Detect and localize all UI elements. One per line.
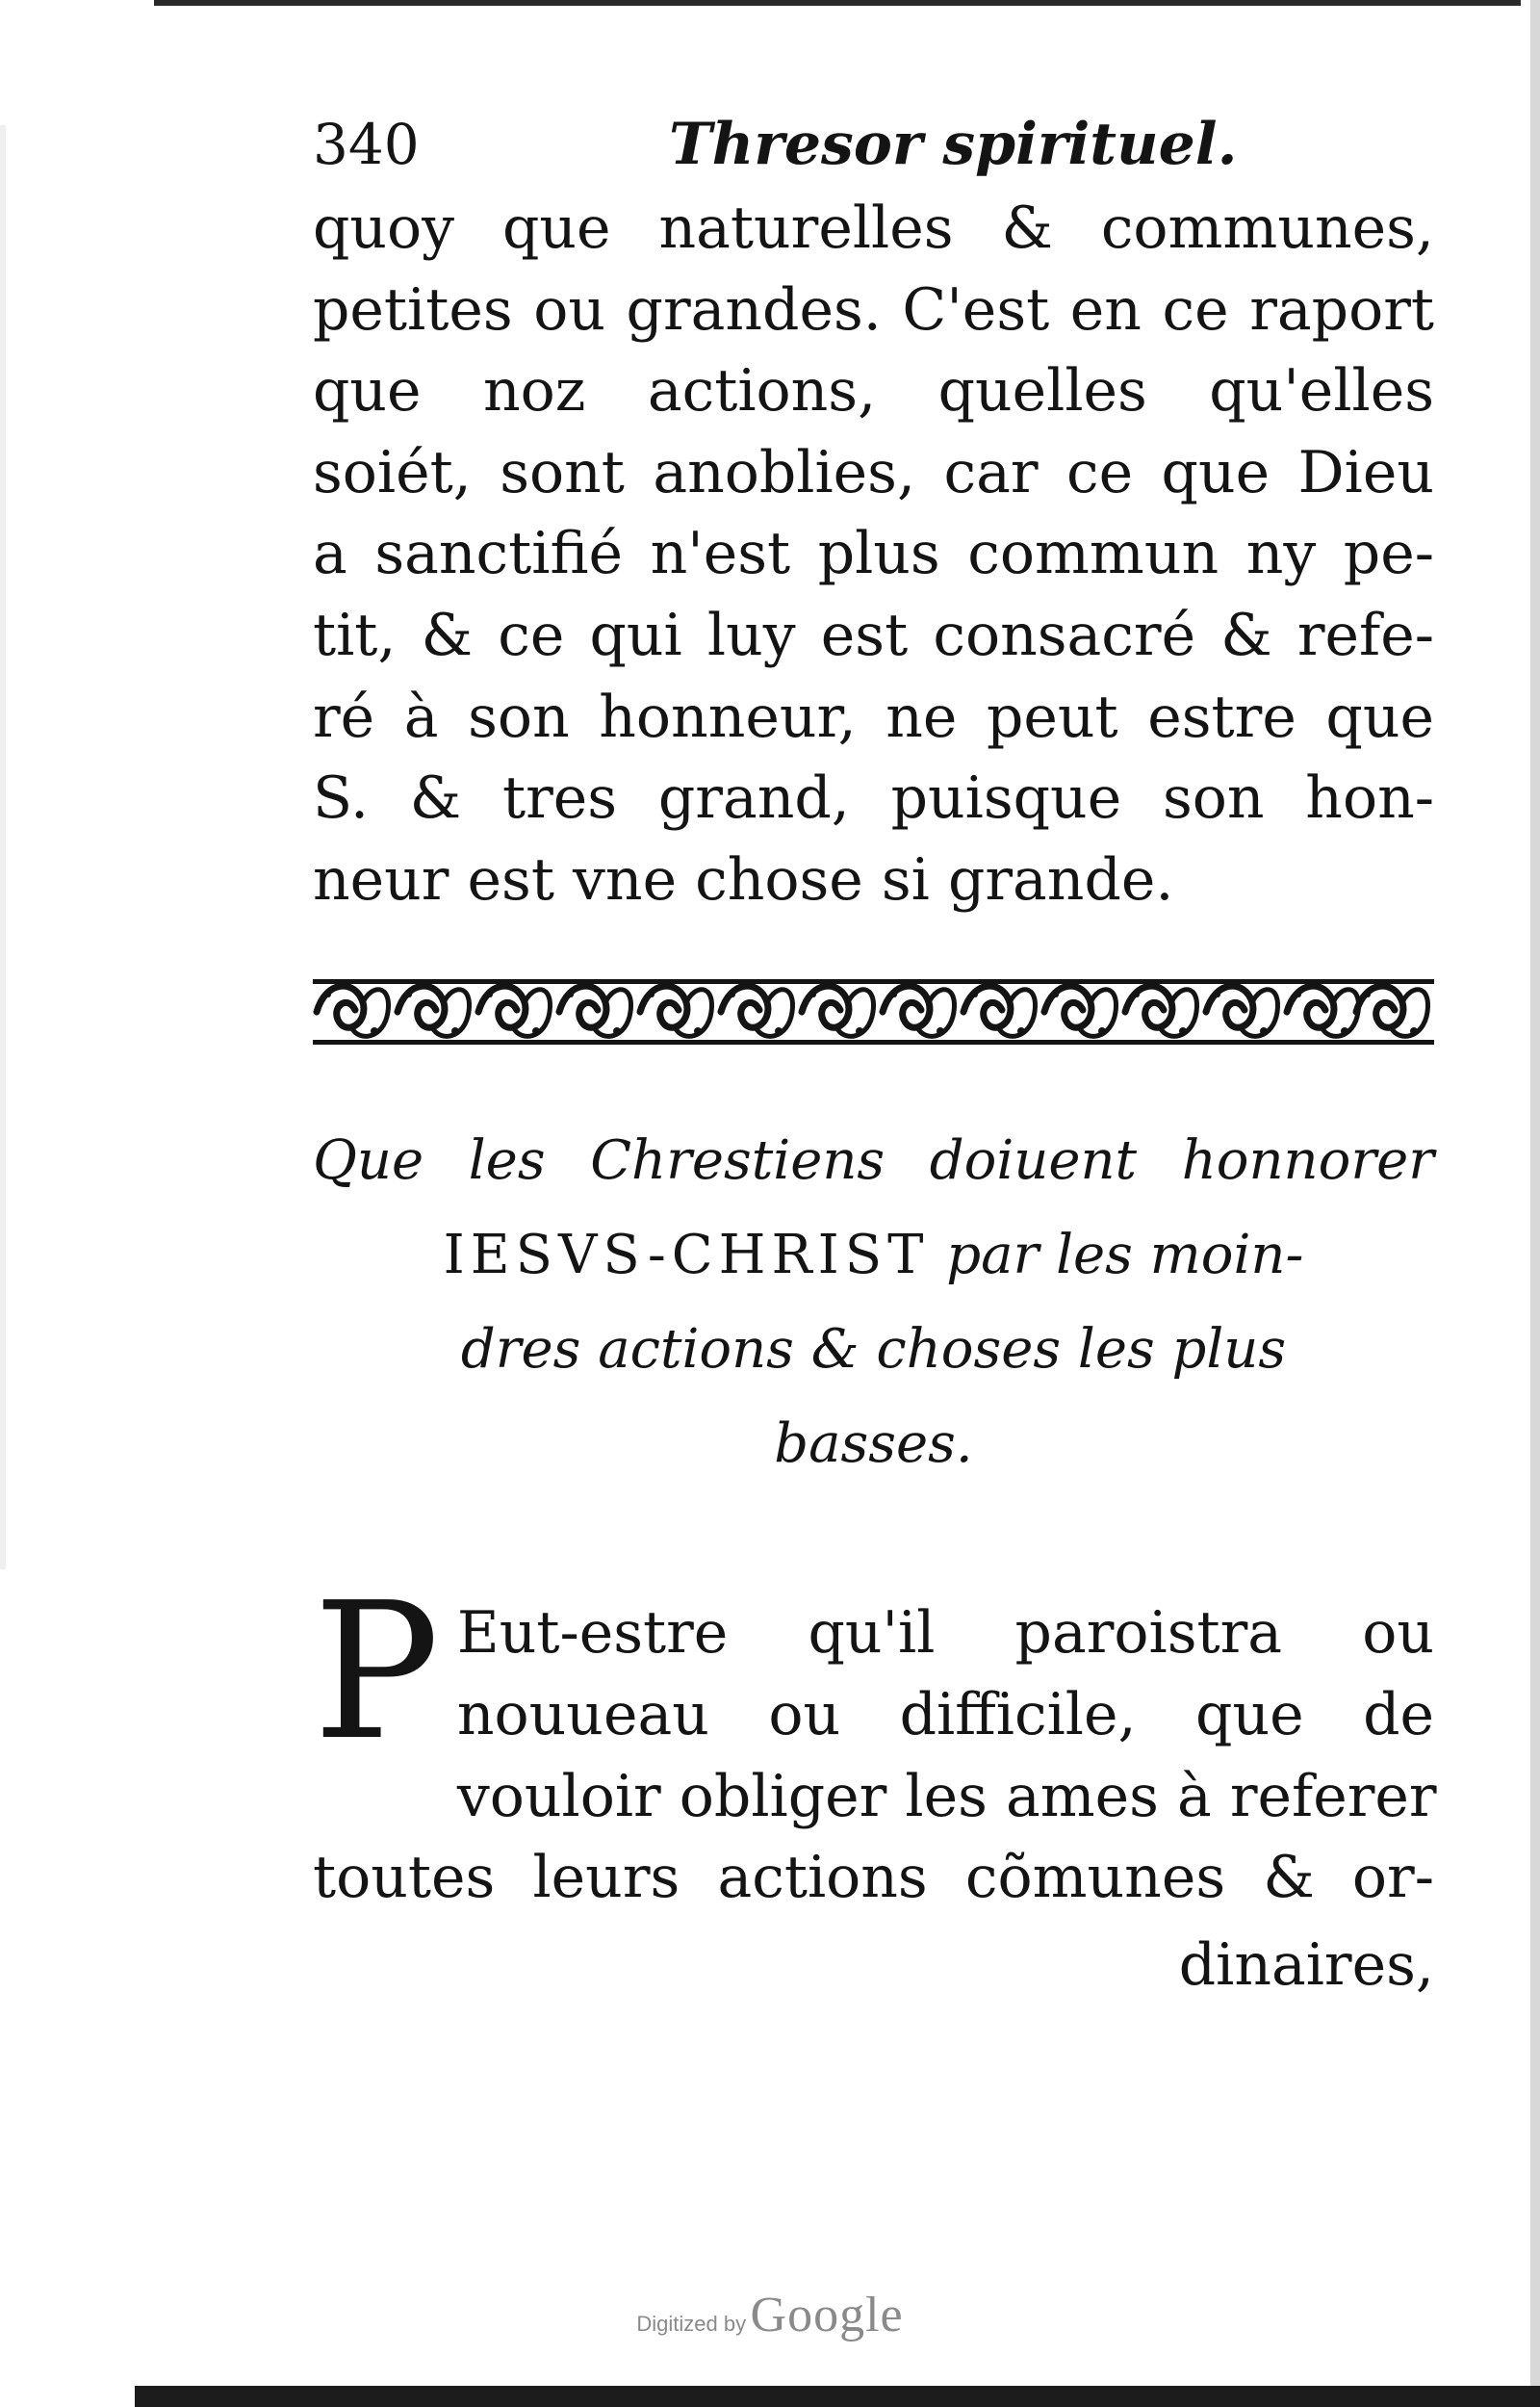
heading-line-1: Que les Chrestiens doiuent honnorer bbox=[313, 1129, 1434, 1193]
drop-cap: P bbox=[313, 1563, 440, 1783]
text-line: vouloir obliger les ames à referer bbox=[456, 1762, 1437, 1830]
heading-line-4: basses. bbox=[774, 1412, 973, 1476]
paragraph-2 bbox=[313, 1563, 1437, 2010]
google-logo: Google bbox=[750, 2288, 904, 2342]
heading-name: IESVS-CHRIST bbox=[443, 1224, 930, 1287]
book-page bbox=[313, 101, 1437, 2011]
text-line: toutes leurs actions cõmunes & or- bbox=[313, 1844, 1434, 1912]
text-line: ré à son honneur, ne peut estre que bbox=[313, 683, 1434, 751]
text-line: que noz actions, quelles qu'elles bbox=[313, 357, 1434, 426]
ornamental-divider bbox=[313, 973, 1434, 1050]
heading-line-3: dres actions & choses les plus bbox=[460, 1318, 1287, 1382]
text-line: petites ou grandes. C'est en ce raport bbox=[313, 275, 1434, 344]
digitized-prefix: Digitized by bbox=[636, 2312, 747, 2336]
digitized-watermark bbox=[616, 2287, 924, 2343]
running-head bbox=[313, 101, 1434, 188]
page-edge-right bbox=[1530, 0, 1540, 2407]
page-edge-top bbox=[154, 0, 1521, 6]
text-line: tit, & ce qui luy est consacré & refe- bbox=[313, 601, 1434, 669]
catchword: dinaires, bbox=[1178, 1930, 1434, 1999]
text-line: Eut-estre qu'il paroistra ou bbox=[456, 1599, 1434, 1668]
paragraph-1 bbox=[313, 188, 1434, 920]
text-line: a sanctifié n'est plus commun ny pe- bbox=[313, 520, 1434, 588]
text-line: quoy que naturelles & communes, bbox=[313, 194, 1434, 262]
page-edge-left bbox=[0, 125, 6, 1569]
section-heading bbox=[313, 1114, 1434, 1491]
text-line: S. & tres grand, puisque son hon- bbox=[313, 764, 1434, 833]
heading-line-2 bbox=[313, 1208, 1434, 1303]
heading-line-2-rest: par les moin- bbox=[946, 1224, 1304, 1287]
text-line: nouueau ou difficile, que de bbox=[456, 1680, 1434, 1748]
text-line: soiét, sont anoblies, car ce que Dieu bbox=[313, 438, 1434, 506]
page-edge-bottom bbox=[135, 2386, 1540, 2407]
page-number: 340 bbox=[313, 112, 420, 177]
text-line: neur est vne chose si grande. bbox=[313, 845, 1174, 914]
running-title: Thresor spirituel. bbox=[669, 111, 1238, 178]
